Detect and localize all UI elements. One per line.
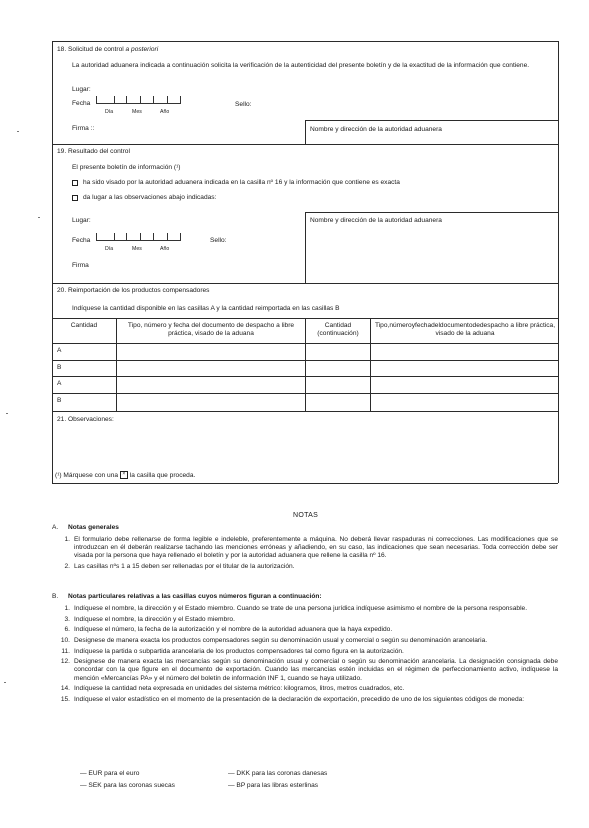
s19-dia-label: Día bbox=[105, 246, 114, 252]
s20-title: 20. Reimportación de los productos compensadores bbox=[57, 287, 210, 294]
s18-sello-label: Sello: bbox=[235, 101, 252, 108]
list-item: 10. Designese de manera exacta los productos compensadores según su denominación usual y comercial o según su denominación arancelaria. bbox=[60, 636, 488, 644]
s19-title: 19. Resultado del control bbox=[57, 148, 130, 155]
s19-fecha-label: Fecha bbox=[72, 237, 91, 244]
s18-intro: La autoridad aduanera indicada a continuación solicita la verificación de la autenticidad del presente boletín y de la exactitud de la información que contiene. bbox=[72, 62, 530, 69]
s18-title-text: 18. Solicitud de control bbox=[57, 46, 126, 53]
s18-lugar-label: Lugar: bbox=[72, 86, 91, 93]
footnote-pre: (¹) Márquese con una bbox=[55, 471, 119, 479]
currency-eur: — EUR para el euro bbox=[80, 770, 140, 777]
s18-authority-label: Nombre y dirección de la autoridad aduanera bbox=[310, 126, 442, 133]
currency-sek: — SEK para las coronas suecas bbox=[80, 782, 175, 789]
s18-fecha-label: Fecha bbox=[72, 100, 91, 107]
list-item: 3. Indíquese el nombre, la dirección y el Estado miembro. bbox=[64, 615, 235, 623]
list-item: 1. El formulario debe rellenarse de forma legible e indeleble, preferentemente a máquina. No deberá llevar raspaduras ni correcciones. Las modificaciones que se introduzcan en él deberán realizarse tachando las menciones erróneas y añadiendo, en su caso, las indicaciones que sean necesarias. Toda corrección debe ser visada por la persona que haya rellenado el boletín y por la autoridad aduanera que rellene la casilla nº 16. bbox=[64, 536, 558, 560]
s19-sello-label: Sello: bbox=[210, 237, 227, 244]
notas-a-title: Notas generales bbox=[68, 524, 119, 531]
s20-col-cantidad: Cantidad bbox=[70, 322, 98, 329]
list-item: 12. Designese de manera exacta las mercancías según su denominación usual y comercial o según su denominación arancelaria. La designación consignada debe concordar con la que figure en el documento de exportación. Cuando las mercancías estén incluidas en el régimen de perfeccionamiento activo, indíquese la mención «Mercancías PA» y el número del boletín de información INF 1, cuando se haya utilizado. bbox=[60, 658, 558, 682]
currency-dkk: — DKK para las coronas danesas bbox=[228, 770, 328, 777]
s20-intro: Indíquese la cantidad disponible en las casillas A y la cantidad reimportada en las casillas B bbox=[72, 305, 340, 312]
s19-option2-label: da lugar a las observaciones abajo indicadas: bbox=[83, 194, 217, 201]
notas-a-letter: A. bbox=[52, 524, 59, 531]
s20-row-label: B bbox=[57, 397, 62, 404]
s18-anio-label: Año bbox=[160, 109, 170, 115]
currency-gbp: — BP para las libras esterlinas bbox=[228, 782, 319, 789]
s19-mes-label: Mes bbox=[132, 246, 142, 252]
s18-title-italic: a posteriori bbox=[125, 46, 159, 53]
s19-option2-checkbox[interactable] bbox=[72, 195, 78, 201]
list-item: 6. Indíquese el número, la fecha de la autorización y el nombre de la autoridad aduanera que la haya expedido. bbox=[64, 626, 393, 634]
s21-title: 21. Observaciones: bbox=[57, 416, 114, 423]
scan-speck bbox=[6, 413, 8, 414]
list-item: 2. Las casillas nºs 1 a 15 deben ser rellenadas por el titular de la autorización. bbox=[64, 563, 295, 571]
notas-b-title: Notas particulares relativas a las casillas cuyos números figuran a continuación: bbox=[68, 593, 322, 600]
list-item: 15. Indíquese el valor estadístico en el momento de la presentación de la declaración de exportación, precedido de uno de los siguientes códigos de moneda: bbox=[60, 695, 525, 703]
s20-row-label: B bbox=[57, 364, 62, 371]
s18-title bbox=[57, 46, 158, 54]
list-item: 11. Indíquese la partida o subpartida arancelaria de los productos compensadores tal como figura en la autorización. bbox=[61, 647, 404, 655]
s19-intro: El presente boletín de información (¹) bbox=[72, 164, 181, 171]
s19-anio-label: Año bbox=[160, 246, 170, 252]
list-item: 14. Indíquese la cantidad neta expresada en unidades del sistema métrico: kilogramos, litros, metros cuadrados, etc. bbox=[60, 685, 405, 693]
s18-dia-label: Día bbox=[105, 109, 114, 115]
footnote-post: la casilla que proceda. bbox=[129, 471, 196, 479]
notas-b-list bbox=[56, 605, 558, 706]
footnote-check-icon: × bbox=[120, 471, 128, 479]
s20-col-documento-cont: Tipo,númeroyfechadeldocumentodedespacho a libre práctica, visado de la aduana bbox=[374, 322, 556, 338]
notas-b-letter: B. bbox=[52, 593, 59, 600]
s19-option1-checkbox[interactable] bbox=[72, 180, 78, 186]
s18-mes-label: Mes bbox=[132, 109, 142, 115]
s20-row-label: A bbox=[57, 380, 62, 387]
s19-authority-label: Nombre y dirección de la autoridad aduanera bbox=[310, 217, 442, 224]
scan-speck bbox=[38, 217, 40, 218]
notas-title: NOTAS bbox=[293, 512, 319, 519]
s20-row-label: A bbox=[57, 347, 62, 354]
s19-firma-label: Firma bbox=[72, 262, 89, 269]
s20-col-cantidad-cont: Cantidad (continuación) bbox=[317, 322, 359, 338]
s18-firma-label: Firma :: bbox=[72, 125, 95, 132]
footnote bbox=[55, 471, 195, 480]
list-item: 1. Indíquese el nombre, la dirección y el Estado miembro. Cuando se trate de una persona jurídica indíquese asimismo el nombre de la persona responsable. bbox=[64, 605, 528, 612]
s20-col-documento: Tipo, número y fecha del documento de despacho a libre práctica, visado de la aduana bbox=[127, 322, 295, 338]
notas-a-list bbox=[56, 536, 558, 574]
scan-speck bbox=[4, 682, 6, 683]
s19-option1-label: ha sido visado por la autoridad aduanera indicada en la casilla nº 16 y la información que contiene es exacta bbox=[83, 179, 400, 186]
s19-lugar-label: Lugar: bbox=[72, 217, 91, 224]
scan-speck bbox=[17, 131, 19, 132]
